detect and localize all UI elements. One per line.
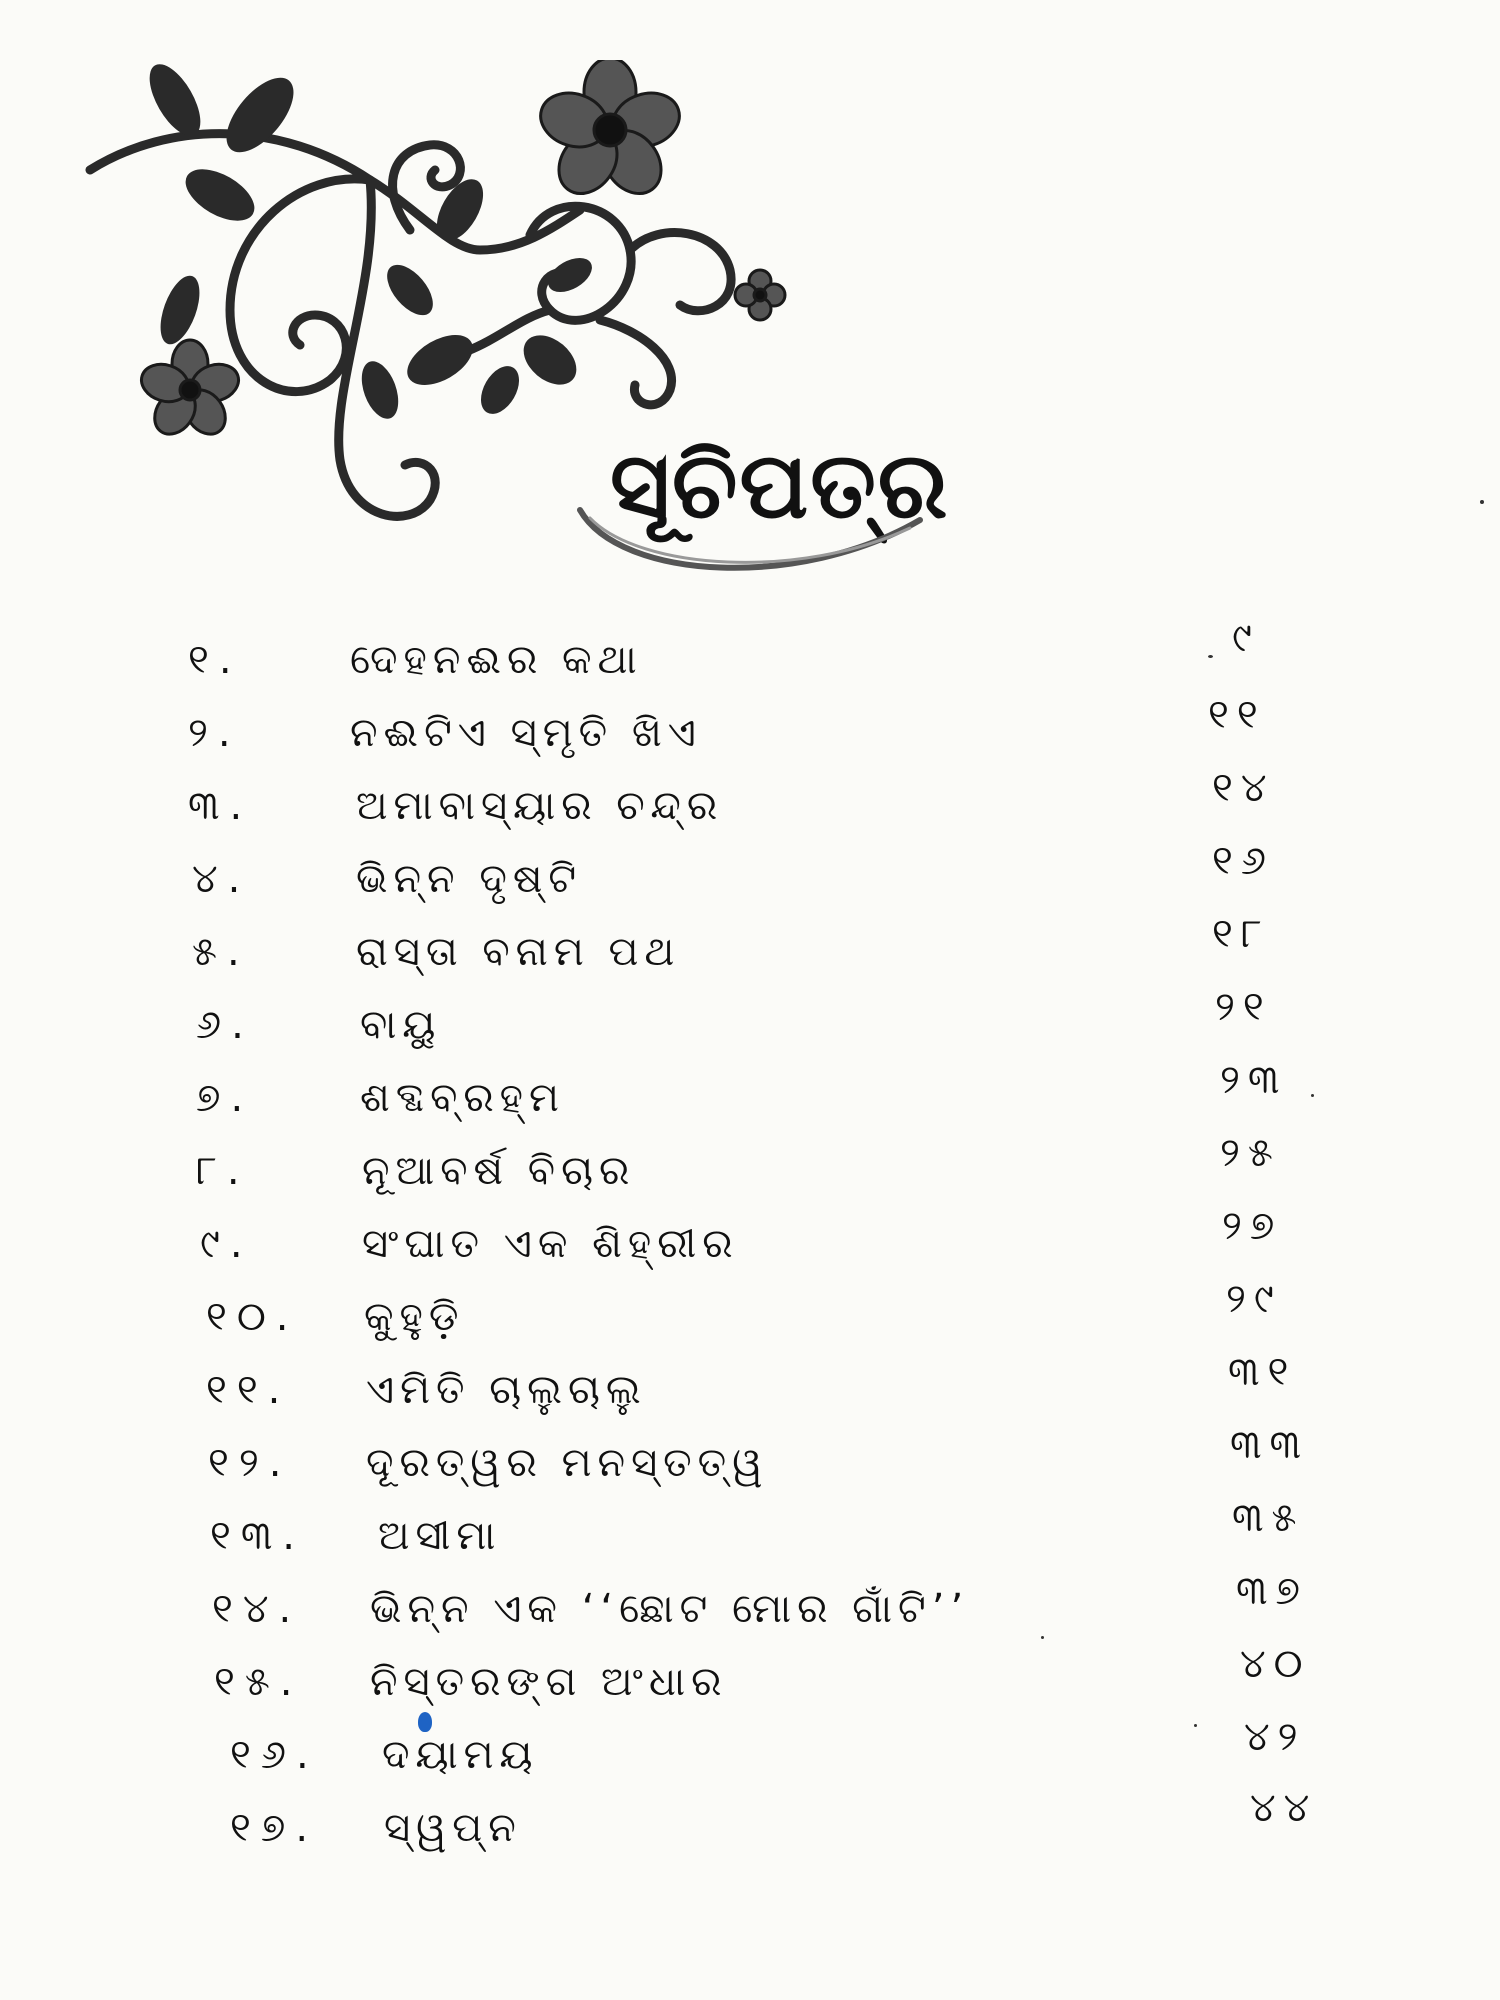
toc-entry-number: ୧୦. (206, 1294, 299, 1340)
toc-entry-number: ୧୬. (230, 1732, 319, 1778)
toc-entry-title: ବାୟୁ (360, 1002, 442, 1048)
page-title: ସୂଚିପତ୍ର (610, 432, 950, 539)
toc-entry-page: ୧୮ (1212, 911, 1270, 957)
toc-entry-number: ୩. (188, 783, 253, 829)
toc-entry-page: ୩୭ (1236, 1568, 1308, 1614)
toc-entry-title: ଭିନ୍ନ ଏକ ‘‘ଛୋଟ ମୋର ଗାଁଟି’’ (370, 1586, 970, 1632)
toc-entry-number: ୧୭. (230, 1805, 319, 1851)
toc-entry-page: ୩୩ (1230, 1422, 1309, 1468)
toc-entry-number: ୧୪. (212, 1586, 302, 1632)
toc-entry-page: ୧୧ (1208, 692, 1266, 738)
toc-entry-title: ଅମାବାସ୍ୟାର ଚନ୍ଦ୍ର (356, 783, 724, 829)
toc-entry-number: ୧. (188, 637, 242, 683)
toc-entry-page: ୨୩ (1220, 1057, 1288, 1103)
toc-entry-number: ୮. (196, 1148, 250, 1194)
paper-speck (1041, 1636, 1044, 1639)
toc-entry-title: ରାସ୍ତା ବନାମ ପଥ (356, 929, 681, 975)
toc-entry[interactable] (0, 765, 1500, 836)
toc-entry-page: ୪୪ (1250, 1785, 1318, 1831)
toc-entry-title: ଏମିତି ଚାଲୁଚାଲୁ (366, 1367, 647, 1413)
toc-entry-number: ୫. (192, 929, 250, 975)
toc-entry-title: ସ୍ୱପ୍ନ (384, 1805, 522, 1851)
toc-entry-page: ୨୧ (1215, 984, 1272, 1030)
toc-entry[interactable] (0, 1641, 1500, 1712)
toc-entry-title: ଶବ୍ଦବ୍ରହ୍ମ (360, 1075, 565, 1121)
ink-stain (418, 1712, 432, 1732)
toc-entry-number: ୯. (200, 1221, 253, 1267)
toc-entry-number: ୨. (188, 710, 241, 756)
paper-speck (1480, 500, 1484, 504)
toc-entry[interactable] (0, 1495, 1500, 1566)
toc-entry[interactable] (0, 1349, 1500, 1420)
toc-entry-title: ଅସୀମା (378, 1513, 502, 1559)
toc-entry-title: କୁହୁଡ଼ି (364, 1294, 465, 1340)
toc-entry-title: ଦେହନଈର କଥା (350, 637, 643, 683)
toc-entry[interactable] (0, 984, 1500, 1055)
toc-entry-title: ନଈଟିଏ ସ୍ମୃତି ଖିଏ (350, 710, 702, 756)
toc-entry-title: ଦୟାମୟ (382, 1732, 539, 1778)
toc-entry-number: ୧୧. (206, 1367, 291, 1413)
toc-entry-page: ୩୧ (1228, 1349, 1297, 1395)
toc-entry-number: ୬. (196, 1002, 254, 1048)
toc-entry-title: ନିସ୍ତରଙ୍ଗ ଅଂଧାର (370, 1659, 728, 1705)
paper-speck (1311, 1094, 1314, 1097)
toc-entry[interactable] (0, 1422, 1500, 1493)
toc-entry-page: ୯ (1232, 615, 1260, 661)
toc-entry-page: ୨୫ (1220, 1130, 1281, 1176)
toc-entry-page: ୩୫ (1232, 1495, 1305, 1541)
toc-entry[interactable] (0, 1785, 1500, 1858)
toc-entry-title: ନୂଆବର୍ଷ ବିଚାର (362, 1148, 636, 1194)
toc-entry-number: ୭. (196, 1075, 254, 1121)
toc-entry-page: ୨୭ (1222, 1203, 1283, 1249)
toc-entry-number: ୪. (192, 856, 251, 902)
toc-entry-number: ୧୩. (210, 1513, 305, 1559)
toc-entry[interactable] (0, 1057, 1500, 1128)
toc-entry-title: ସଂଘାତ ଏକ ଶିହ୍ରୀର (362, 1221, 739, 1267)
toc-entry[interactable] (0, 692, 1500, 763)
toc-entry-page: ୧୪ (1212, 765, 1275, 811)
toc-entry-page: ୪୨ (1244, 1714, 1306, 1760)
toc-entry-number: ୧୨. (208, 1440, 292, 1486)
toc-entry[interactable] (0, 1276, 1500, 1347)
toc-entry-title: ଦୂରତ୍ୱର ମନସ୍ତତ୍ୱ (366, 1440, 769, 1486)
toc-entry-title: ଭିନ୍ନ ଦୃଷ୍ଟି (356, 856, 583, 902)
paper-speck (1194, 1724, 1197, 1727)
toc-entry[interactable] (0, 1568, 1500, 1639)
toc-entry-page: ୨୯ (1226, 1276, 1282, 1322)
toc-entry-number: ୧୫. (214, 1659, 303, 1705)
toc-entry-page: ୧୬ (1212, 838, 1274, 884)
toc-entry[interactable] (0, 615, 1500, 690)
toc-entry-page: ୪୦ (1240, 1641, 1311, 1687)
toc-entry[interactable] (0, 1714, 1500, 1785)
toc-entry[interactable] (0, 1130, 1500, 1201)
toc-entry[interactable] (0, 911, 1500, 982)
toc-entry[interactable] (0, 1203, 1500, 1274)
paper-speck (1208, 655, 1213, 658)
toc-entry[interactable] (0, 838, 1500, 909)
